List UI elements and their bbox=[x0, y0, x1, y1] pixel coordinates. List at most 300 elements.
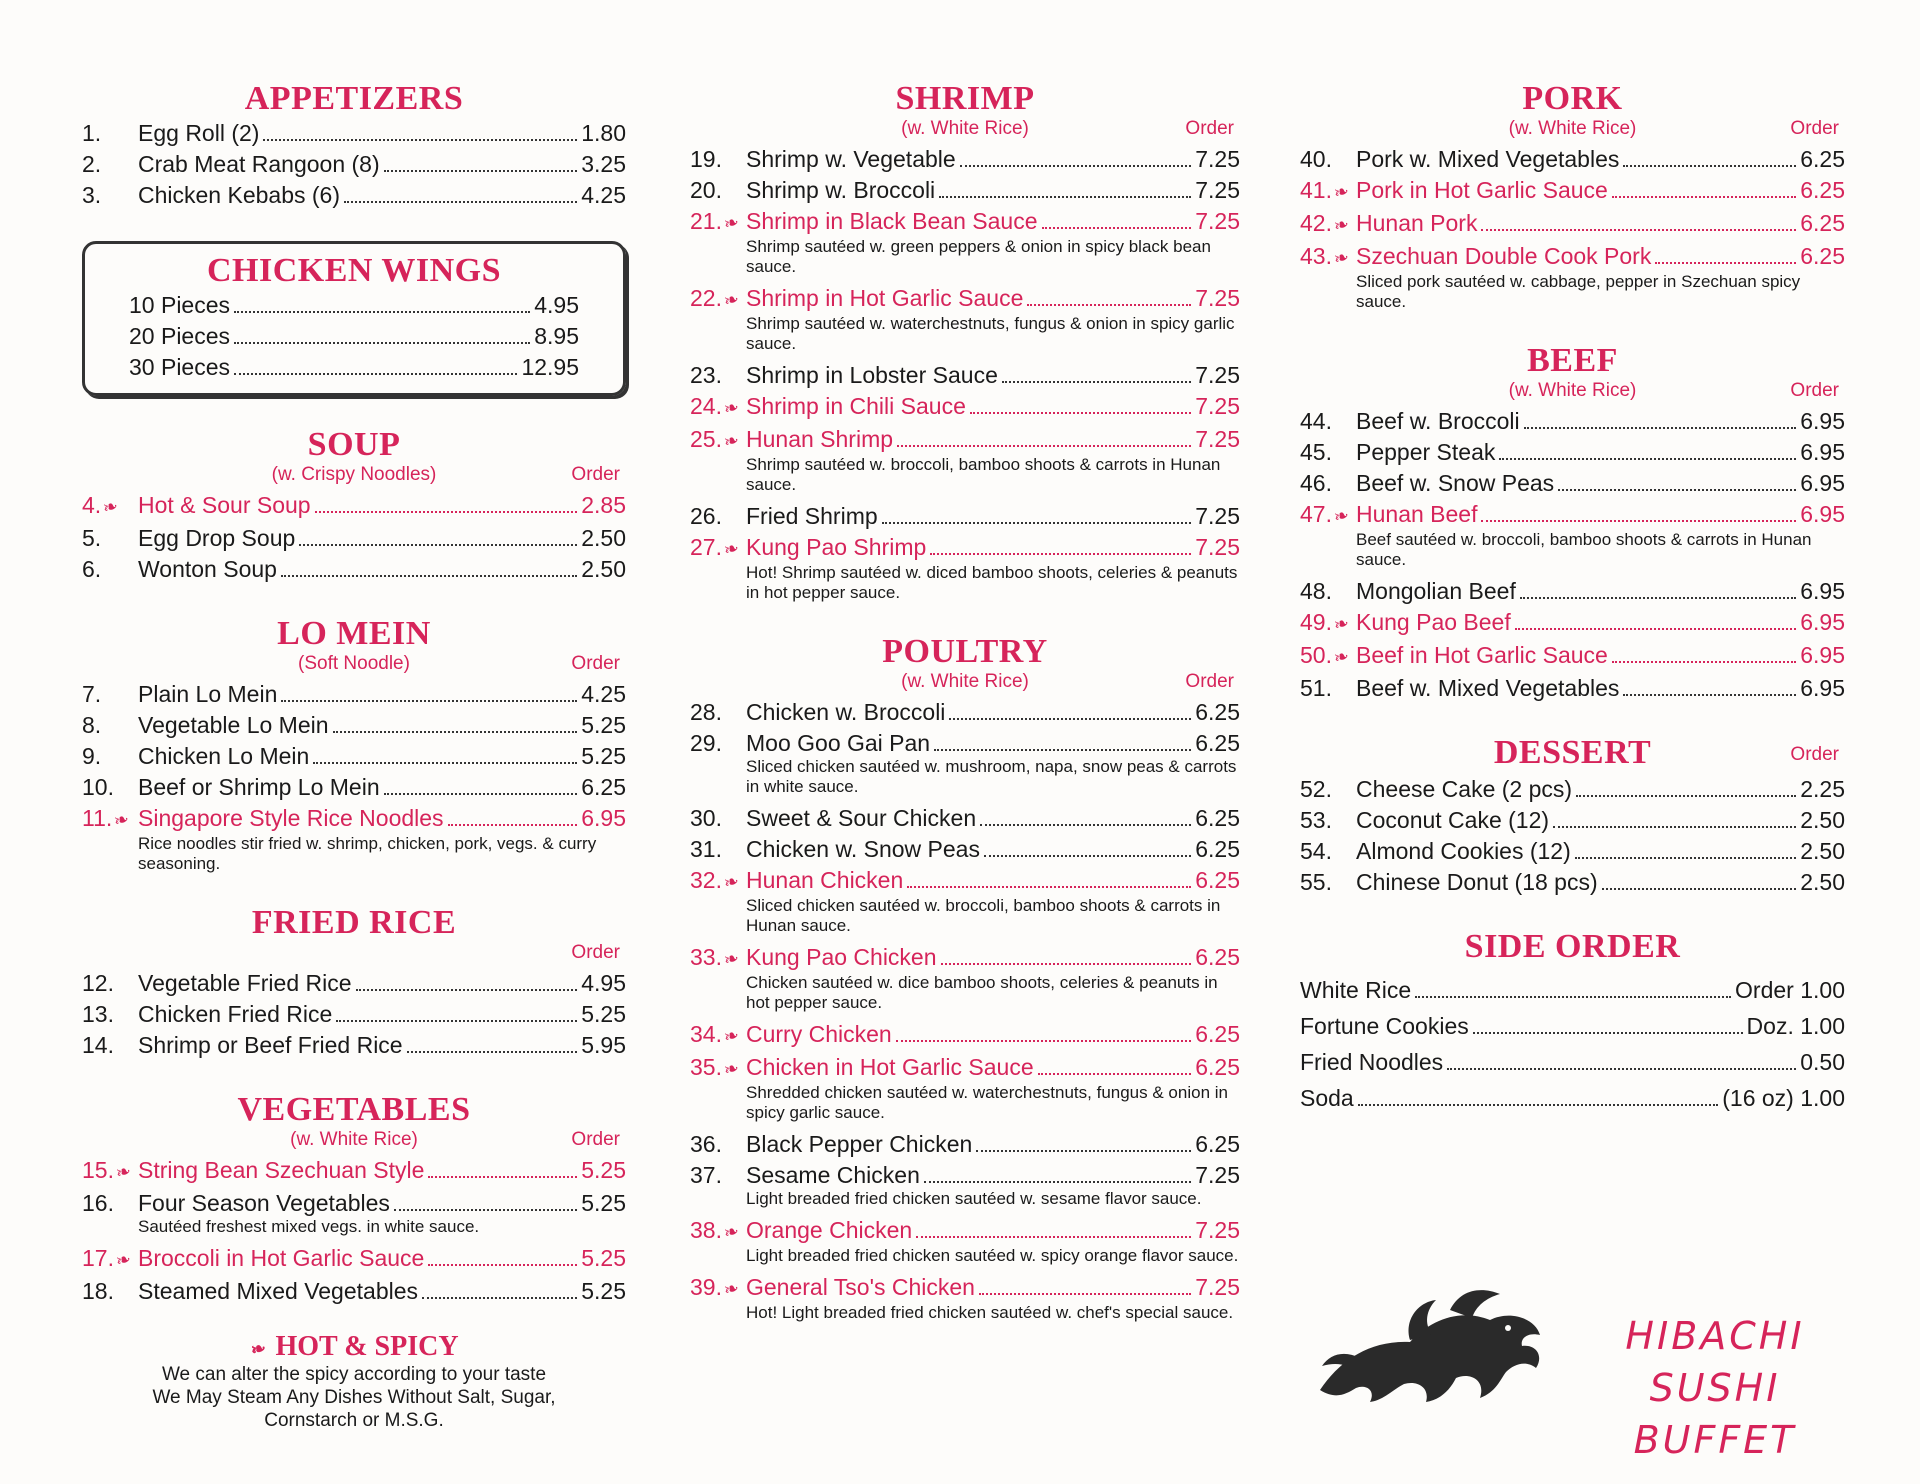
menu-item bbox=[82, 772, 626, 803]
leader-dots bbox=[336, 1020, 577, 1022]
item-number: 10. bbox=[82, 774, 114, 800]
section-title: DESSERT bbox=[1493, 734, 1652, 771]
item-description: Shredded chicken sautéed w. waterchestnuts, fungus & onion in spicy garlic sauce. bbox=[746, 1083, 1228, 1122]
menu-item bbox=[82, 149, 626, 180]
menu-item bbox=[82, 999, 626, 1030]
item-number-cell bbox=[1300, 867, 1356, 898]
section-title: BEEF bbox=[1527, 342, 1618, 379]
item-name: General Tso's Chicken bbox=[746, 1274, 975, 1300]
menu-item bbox=[129, 321, 579, 352]
item-price: 6.95 bbox=[1800, 609, 1845, 635]
item-name: Orange Chicken bbox=[746, 1217, 913, 1243]
leader-dots bbox=[384, 170, 578, 172]
item-list bbox=[129, 290, 579, 383]
item-price: 12.95 bbox=[521, 354, 579, 380]
item-price: 6.25 bbox=[1195, 730, 1240, 756]
chili-pepper-icon: ❧ bbox=[721, 1057, 742, 1081]
item-price: 7.25 bbox=[1195, 362, 1240, 388]
logo-line-1: HIBACHI SUSHI bbox=[1625, 1314, 1805, 1410]
menu-item bbox=[82, 710, 626, 741]
menu-item bbox=[690, 1019, 1240, 1052]
item-name: Coconut Cake (12) bbox=[1356, 807, 1550, 833]
item-number-cell bbox=[1300, 836, 1356, 867]
menu-item bbox=[1300, 406, 1845, 437]
item-number: 48. bbox=[1300, 578, 1332, 604]
item-number: 4. bbox=[82, 492, 102, 518]
item-description: Shrimp sautéed w. green peppers & onion in spicy black bean sauce. bbox=[746, 237, 1211, 276]
item-number: 3. bbox=[82, 182, 102, 208]
hot-spicy-line: We May Steam Any Dishes Without Salt, Sugar, bbox=[152, 1387, 556, 1408]
menu-item bbox=[690, 283, 1240, 316]
leader-dots bbox=[979, 1293, 1191, 1295]
item-price: 6.25 bbox=[1195, 805, 1240, 831]
item-list bbox=[690, 144, 1240, 603]
leader-dots bbox=[970, 412, 1191, 414]
menu-item bbox=[1300, 576, 1845, 607]
menu-item bbox=[690, 942, 1240, 975]
item-name: Chicken in Hot Garlic Sauce bbox=[746, 1054, 1034, 1080]
item-name: Shrimp in Lobster Sauce bbox=[746, 362, 998, 388]
item-name: Steamed Mixed Vegetables bbox=[138, 1278, 419, 1304]
leader-dots bbox=[1515, 628, 1797, 630]
item-name: Vegetable Lo Mein bbox=[138, 712, 329, 738]
item-number: 22. bbox=[690, 285, 722, 311]
item-price: 6.25 bbox=[581, 774, 626, 800]
item-name: Sweet & Sour Chicken bbox=[746, 805, 977, 831]
item-number: 37. bbox=[690, 1162, 722, 1188]
item-price: 6.95 bbox=[1800, 642, 1845, 668]
leader-dots bbox=[1655, 262, 1796, 264]
item-name: Beef w. Broccoli bbox=[1356, 408, 1520, 434]
item-name: Curry Chicken bbox=[746, 1021, 892, 1047]
leader-dots bbox=[234, 342, 530, 344]
leader-dots bbox=[1612, 661, 1796, 663]
hot-spicy-line: We can alter the spicy according to your taste bbox=[161, 1364, 547, 1385]
item-price: 5.25 bbox=[581, 1190, 626, 1216]
item-number-cell bbox=[1300, 774, 1356, 805]
fried-rice-section bbox=[82, 904, 626, 1061]
item-name: Hunan Chicken bbox=[746, 867, 904, 893]
hot-spicy-note bbox=[82, 1331, 626, 1432]
item-price: 1.80 bbox=[581, 120, 626, 146]
section-title: SIDE ORDER bbox=[1464, 928, 1681, 965]
subtitle-row bbox=[1300, 118, 1845, 142]
item-name: Wonton Soup bbox=[138, 556, 277, 582]
item-name: Crab Meat Rangoon (8) bbox=[138, 151, 380, 177]
item-number-cell bbox=[690, 424, 746, 457]
item-number-cell bbox=[690, 175, 746, 206]
menu-item bbox=[1300, 437, 1845, 468]
leader-dots bbox=[1038, 1073, 1192, 1075]
item-number-cell bbox=[82, 118, 138, 149]
item-number-cell bbox=[690, 1129, 746, 1160]
item-price: 5.25 bbox=[581, 1001, 626, 1027]
item-price: 6.25 bbox=[1195, 1131, 1240, 1157]
item-price: 6.25 bbox=[1800, 210, 1845, 236]
item-price: 4.95 bbox=[534, 292, 579, 318]
item-price: 5.25 bbox=[581, 712, 626, 738]
leader-dots bbox=[1042, 227, 1192, 229]
item-price: 4.25 bbox=[581, 681, 626, 707]
item-number-cell bbox=[1300, 499, 1356, 532]
leader-dots bbox=[407, 1051, 578, 1053]
menu-column-1 bbox=[82, 80, 626, 1462]
item-name: Sesame Chicken bbox=[746, 1162, 920, 1188]
hot-spicy-title-text: HOT & SPICY bbox=[275, 1331, 459, 1362]
leader-dots bbox=[1576, 795, 1796, 797]
item-name: Chicken Fried Rice bbox=[138, 1001, 333, 1027]
item-name: Almond Cookies (12) bbox=[1356, 838, 1571, 864]
item-price: 6.25 bbox=[1195, 944, 1240, 970]
menu-item bbox=[690, 728, 1240, 759]
menu-item bbox=[690, 391, 1240, 424]
item-name: Moo Goo Gai Pan bbox=[746, 730, 931, 756]
leader-dots bbox=[333, 731, 578, 733]
item-name: Hunan Pork bbox=[1356, 210, 1478, 236]
menu-item bbox=[129, 352, 579, 383]
item-name: Kung Pao Chicken bbox=[746, 944, 937, 970]
item-number: 46. bbox=[1300, 470, 1332, 496]
item-number-cell bbox=[82, 1030, 138, 1061]
menu-item bbox=[1300, 607, 1845, 640]
lo-mein-section bbox=[82, 615, 626, 874]
order-label: Order bbox=[1790, 744, 1839, 765]
item-name: Egg Drop Soup bbox=[138, 525, 296, 551]
item-price: 2.85 bbox=[581, 492, 626, 518]
item-number: 16. bbox=[82, 1190, 114, 1216]
menu-item bbox=[1300, 774, 1845, 805]
item-number-cell bbox=[82, 1243, 138, 1276]
menu-item bbox=[82, 968, 626, 999]
item-number-cell bbox=[690, 391, 746, 424]
item-name: Kung Pao Beef bbox=[1356, 609, 1511, 635]
chili-pepper-icon: ❧ bbox=[721, 396, 742, 420]
item-list bbox=[82, 968, 626, 1061]
item-number-cell bbox=[1300, 241, 1356, 274]
section-subtitle: (w. White Rice) bbox=[1508, 118, 1637, 139]
item-number: 49. bbox=[1300, 609, 1332, 635]
item-number-cell bbox=[1300, 208, 1356, 241]
item-name: Egg Roll (2) bbox=[138, 120, 260, 146]
leader-dots bbox=[1612, 196, 1796, 198]
chili-pepper-icon: ❧ bbox=[721, 211, 742, 235]
section-subtitle: (w. White Rice) bbox=[901, 671, 1029, 692]
hot-spicy-title bbox=[82, 1331, 626, 1363]
hot-spicy-line: Cornstarch or M.S.G. bbox=[264, 1410, 444, 1431]
item-name: 20 Pieces bbox=[129, 323, 231, 349]
subtitle-row bbox=[1300, 734, 1845, 772]
menu-item bbox=[1300, 468, 1845, 499]
item-price: 5.25 bbox=[581, 1245, 626, 1271]
side-order-item bbox=[1300, 1008, 1845, 1044]
item-number: 12. bbox=[82, 970, 114, 996]
item-number-cell bbox=[1300, 406, 1356, 437]
menu-item bbox=[690, 175, 1240, 206]
item-name: Kung Pao Shrimp bbox=[746, 534, 927, 560]
menu-item bbox=[82, 523, 626, 554]
item-price: (16 oz) 1.00 bbox=[1722, 1085, 1845, 1111]
menu-item bbox=[1300, 673, 1845, 704]
leader-dots bbox=[313, 762, 577, 764]
item-number: 28. bbox=[690, 699, 722, 725]
item-number: 52. bbox=[1300, 776, 1332, 802]
item-name: Fried Noodles bbox=[1300, 1049, 1444, 1075]
order-label: Order bbox=[1185, 118, 1234, 139]
item-number: 17. bbox=[82, 1245, 114, 1271]
item-list bbox=[690, 697, 1240, 1323]
section-title: SHRIMP bbox=[895, 80, 1035, 117]
item-name: Chicken Lo Mein bbox=[138, 743, 310, 769]
menu-item bbox=[82, 1276, 626, 1307]
menu-item bbox=[1300, 175, 1845, 208]
menu-item bbox=[690, 697, 1240, 728]
item-price: 7.25 bbox=[1195, 285, 1240, 311]
leader-dots bbox=[299, 544, 577, 546]
item-number-cell bbox=[82, 1155, 138, 1188]
item-number: 31. bbox=[690, 836, 722, 862]
item-number-cell bbox=[690, 501, 746, 532]
section-subtitle: (w. White Rice) bbox=[1508, 380, 1637, 401]
chili-pepper-icon: ❧ bbox=[1331, 246, 1352, 270]
item-name: Chinese Donut (18 pcs) bbox=[1356, 869, 1598, 895]
leader-dots bbox=[428, 1176, 577, 1178]
item-price: 5.25 bbox=[581, 743, 626, 769]
item-number-cell bbox=[690, 803, 746, 834]
item-price: 5.25 bbox=[581, 1278, 626, 1304]
menu-item bbox=[690, 144, 1240, 175]
item-price: 6.25 bbox=[1195, 1054, 1240, 1080]
menu-item bbox=[82, 490, 626, 523]
menu-item bbox=[1300, 640, 1845, 673]
menu-item bbox=[690, 803, 1240, 834]
item-name: Singapore Style Rice Noodles bbox=[138, 805, 444, 831]
item-name: Fried Shrimp bbox=[746, 503, 878, 529]
side-order-item bbox=[1300, 1080, 1845, 1116]
item-description: Sautéed freshest mixed vegs. in white sauce. bbox=[138, 1217, 480, 1236]
item-price: 7.25 bbox=[1195, 1274, 1240, 1300]
item-name: Szechuan Double Cook Pork bbox=[1356, 243, 1652, 269]
item-number: 7. bbox=[82, 681, 102, 707]
item-number: 21. bbox=[690, 208, 722, 234]
item-number: 26. bbox=[690, 503, 722, 529]
item-number: 11. bbox=[82, 805, 113, 831]
leader-dots bbox=[960, 165, 1192, 167]
item-number: 32. bbox=[690, 867, 722, 893]
item-number-cell bbox=[1300, 468, 1356, 499]
item-price: 7.25 bbox=[1195, 208, 1240, 234]
side-order-section bbox=[1300, 928, 1845, 1116]
chili-pepper-icon: ❧ bbox=[721, 947, 742, 971]
item-price: 7.25 bbox=[1195, 177, 1240, 203]
menu-item bbox=[690, 532, 1240, 565]
item-price: 7.25 bbox=[1195, 146, 1240, 172]
pork-section bbox=[1300, 80, 1845, 312]
menu-item bbox=[690, 424, 1240, 457]
item-list bbox=[82, 118, 626, 211]
menu-item bbox=[690, 865, 1240, 898]
item-name: String Bean Szechuan Style bbox=[138, 1157, 425, 1183]
item-price: 2.50 bbox=[1800, 807, 1845, 833]
item-number: 20. bbox=[690, 177, 722, 203]
menu-item bbox=[1300, 867, 1845, 898]
order-label: Order bbox=[571, 464, 620, 485]
leader-dots bbox=[315, 511, 578, 513]
menu-item bbox=[1300, 241, 1845, 274]
leader-dots bbox=[281, 700, 577, 702]
order-label: Order bbox=[571, 653, 620, 674]
item-number: 40. bbox=[1300, 146, 1332, 172]
item-number: 33. bbox=[690, 944, 722, 970]
item-number: 18. bbox=[82, 1278, 114, 1304]
leader-dots bbox=[934, 749, 1191, 751]
item-number: 6. bbox=[82, 556, 102, 582]
item-number: 9. bbox=[82, 743, 102, 769]
item-description: Chicken sautéed w. dice bamboo shoots, celeries & peanuts in hot pepper sauce. bbox=[746, 973, 1218, 1012]
menu-item bbox=[129, 290, 579, 321]
leader-dots bbox=[1558, 489, 1796, 491]
item-list bbox=[82, 679, 626, 874]
item-number: 23. bbox=[690, 362, 722, 388]
item-number-cell bbox=[82, 772, 138, 803]
leader-dots bbox=[1623, 165, 1796, 167]
item-price: 5.95 bbox=[581, 1032, 626, 1058]
chili-pepper-icon: ❧ bbox=[100, 495, 121, 519]
item-number-cell bbox=[690, 1272, 746, 1305]
item-description: Light breaded fried chicken sautéed w. spicy orange flavor sauce. bbox=[746, 1246, 1239, 1265]
item-list bbox=[1300, 774, 1845, 898]
order-label: Order bbox=[571, 942, 620, 963]
item-number: 45. bbox=[1300, 439, 1332, 465]
item-description: Hot! Shrimp sautéed w. diced bamboo shoots, celeries & peanuts in hot pepper sauce. bbox=[746, 563, 1238, 602]
item-name: Mongolian Beef bbox=[1356, 578, 1516, 604]
item-number-cell bbox=[690, 1215, 746, 1248]
item-number: 53. bbox=[1300, 807, 1332, 833]
item-name: Hunan Shrimp bbox=[746, 426, 894, 452]
section-title: VEGETABLES bbox=[237, 1091, 471, 1128]
order-label: Order bbox=[1185, 671, 1234, 692]
item-number: 44. bbox=[1300, 408, 1332, 434]
item-name: Beef in Hot Garlic Sauce bbox=[1356, 642, 1608, 668]
chili-pepper-icon: ❧ bbox=[111, 808, 132, 832]
item-number: 39. bbox=[690, 1274, 722, 1300]
item-number-cell bbox=[1300, 144, 1356, 175]
leader-dots bbox=[1575, 857, 1796, 859]
item-price: 6.95 bbox=[581, 805, 626, 831]
item-number: 34. bbox=[690, 1021, 722, 1047]
item-list bbox=[82, 1155, 626, 1307]
chili-pepper-icon: ❧ bbox=[1331, 612, 1352, 636]
section-title: CHICKEN WINGS bbox=[207, 252, 501, 289]
leader-dots bbox=[980, 824, 1191, 826]
item-name: Shrimp or Beef Fried Rice bbox=[138, 1032, 403, 1058]
order-label: Order bbox=[1790, 380, 1839, 401]
item-price: 6.95 bbox=[1800, 439, 1845, 465]
logo-text bbox=[1570, 1310, 1860, 1466]
leader-dots bbox=[897, 445, 1191, 447]
item-name: Fortune Cookies bbox=[1300, 1013, 1469, 1039]
item-number-cell bbox=[690, 360, 746, 391]
dragon-icon bbox=[1300, 1280, 1550, 1420]
item-price: 7.25 bbox=[1195, 534, 1240, 560]
item-number: 2. bbox=[82, 151, 102, 177]
item-name: Four Season Vegetables bbox=[138, 1190, 390, 1216]
section-subtitle: (Soft Noodle) bbox=[298, 653, 410, 674]
menu-item bbox=[82, 554, 626, 585]
item-name: Black Pepper Chicken bbox=[746, 1131, 973, 1157]
menu-item bbox=[82, 803, 626, 836]
section-title: PORK bbox=[1522, 80, 1623, 117]
item-number-cell bbox=[690, 1019, 746, 1052]
item-price: 2.50 bbox=[1800, 838, 1845, 864]
subtitle-row bbox=[82, 653, 626, 677]
item-description: Rice noodles stir fried w. shrimp, chicken, pork, vegs. & curry seasoning. bbox=[138, 834, 597, 873]
item-number: 54. bbox=[1300, 838, 1332, 864]
section-title: SOUP bbox=[307, 426, 401, 463]
item-price: 6.95 bbox=[1800, 675, 1845, 701]
menu-item bbox=[1300, 805, 1845, 836]
leader-dots bbox=[1524, 427, 1797, 429]
item-number-cell bbox=[690, 728, 746, 759]
chili-pepper-icon: ❧ bbox=[113, 1248, 134, 1272]
item-name: Beef w. Mixed Vegetables bbox=[1356, 675, 1620, 701]
item-name: Shrimp in Chili Sauce bbox=[746, 393, 966, 419]
item-number-cell bbox=[1300, 640, 1356, 673]
item-price: 6.25 bbox=[1195, 867, 1240, 893]
item-description: Shrimp sautéed w. broccoli, bamboo shoots & carrots in Hunan sauce. bbox=[746, 455, 1221, 494]
item-number: 8. bbox=[82, 712, 102, 738]
leader-dots bbox=[1358, 1104, 1719, 1106]
leader-dots bbox=[234, 311, 530, 313]
chili-pepper-icon: ❧ bbox=[721, 537, 742, 561]
item-number-cell bbox=[82, 523, 138, 554]
section-subtitle: (w. White Rice) bbox=[901, 118, 1029, 139]
item-name: Pork in Hot Garlic Sauce bbox=[1356, 177, 1608, 203]
item-price: 2.50 bbox=[581, 525, 626, 551]
item-number-cell bbox=[82, 968, 138, 999]
chili-pepper-icon: ❧ bbox=[721, 870, 742, 894]
leader-dots bbox=[281, 575, 577, 577]
menu-item bbox=[82, 118, 626, 149]
menu-item bbox=[690, 1129, 1240, 1160]
item-number-cell bbox=[82, 149, 138, 180]
leader-dots bbox=[428, 1264, 577, 1266]
shrimp-section bbox=[690, 80, 1240, 603]
menu-item bbox=[1300, 144, 1845, 175]
item-number-cell bbox=[82, 554, 138, 585]
item-number: 5. bbox=[82, 525, 102, 551]
chili-pepper-icon: ❧ bbox=[721, 288, 742, 312]
section-title: LO MEIN bbox=[277, 615, 431, 652]
leader-dots bbox=[907, 886, 1191, 888]
chili-pepper-icon: ❧ bbox=[721, 1220, 742, 1244]
item-name: Pepper Steak bbox=[1356, 439, 1496, 465]
chili-pepper-icon: ❧ bbox=[1331, 504, 1352, 528]
menu-item bbox=[82, 1188, 626, 1219]
menu-item bbox=[690, 834, 1240, 865]
subtitle-row bbox=[82, 942, 626, 966]
item-price: 6.25 bbox=[1195, 699, 1240, 725]
item-name: Chicken w. Broccoli bbox=[746, 699, 946, 725]
item-number: 47. bbox=[1300, 501, 1332, 527]
item-number-cell bbox=[1300, 175, 1356, 208]
item-number-cell bbox=[82, 999, 138, 1030]
item-description: Sliced chicken sautéed w. broccoli, bamboo shoots & carrots in Hunan sauce. bbox=[746, 896, 1221, 935]
item-list bbox=[82, 490, 626, 585]
chili-pepper-icon: ❧ bbox=[113, 1160, 134, 1184]
side-order-item bbox=[1300, 972, 1845, 1008]
subtitle-row bbox=[690, 118, 1240, 142]
leader-dots bbox=[1481, 520, 1796, 522]
